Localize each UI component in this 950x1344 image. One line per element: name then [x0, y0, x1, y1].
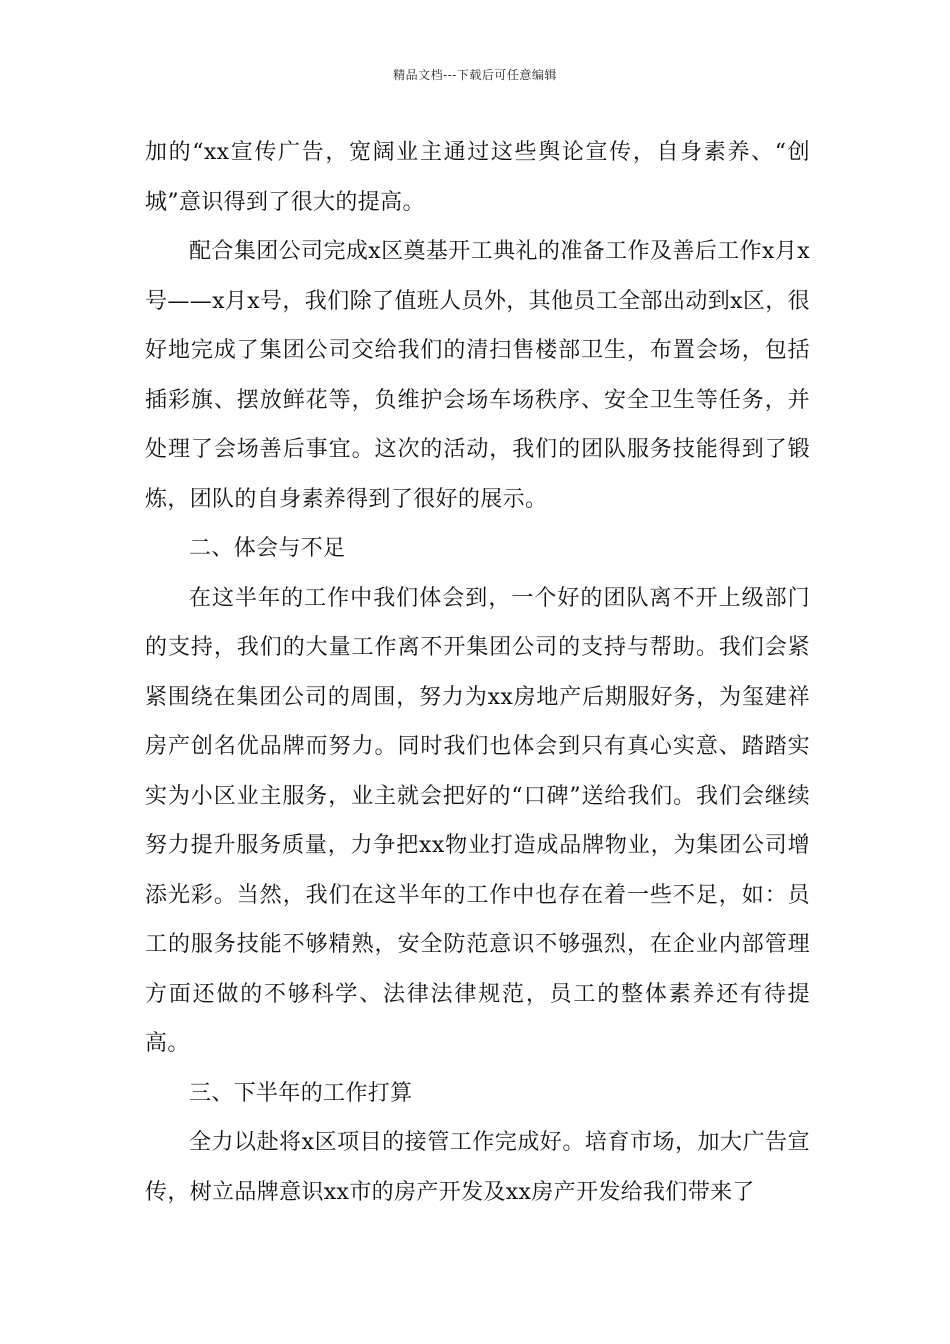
- paragraph-plan: 全力以赴将x区项目的接管工作完成好。培育市场，加大广告宣传，树立品牌意识xx市的房产开发及xx房产开发给我们带来了: [145, 1130, 810, 1205]
- document-body: [145, 128, 810, 1217]
- paragraph-continuation: 加的“xx宣传广告，宽阔业主通过这些舆论宣传，自身素养、“创城”意识得到了很大的提高。: [145, 140, 810, 215]
- page-header: 精品文档---下载后可任意编辑: [393, 68, 557, 82]
- section-heading-plan: 三、下半年的工作打算: [189, 1080, 413, 1106]
- paragraph-ceremony: 配合集团公司完成x区奠基开工典礼的准备工作及善后工作x月x号——x月x号，我们除了值班人员外，其他员工全部出动到x区，很好地完成了集团公司交给我们的清扫售楼部卫生，布置会场，包括插彩旗、摆放鲜花等，负维护会场车场秩序、安全卫生等任务，并处理了会场善后事宜。这次的活动，我们的团队服务技能得到了锻炼，团队的自身素养得到了很好的展示。: [145, 239, 810, 512]
- paragraph-experience: 在这半年的工作中我们体会到，一个好的团队离不开上级部门的支持，我们的大量工作离不开集团公司的支持与帮助。我们会紧紧围绕在集团公司的周围，努力为xx房地产后期服好务，为玺建祥房产创名优品牌而努力。同时我们也体会到只有真心实意、踏踏实实为小区业主服务，业主就会把好的“口碑”送给我们。我们会继续努力提升服务质量，力争把xx物业打造成品牌物业，为集团公司增添光彩。当然，我们在这半年的工作中也存在着一些不足，如：员工的服务技能不够精熟，安全防范意识不够强烈，在企业内部管理方面还做的不够科学、法律法律规范，员工的整体素养还有待提高。: [145, 585, 810, 1056]
- section-heading-experience: 二、体会与不足: [189, 536, 346, 561]
